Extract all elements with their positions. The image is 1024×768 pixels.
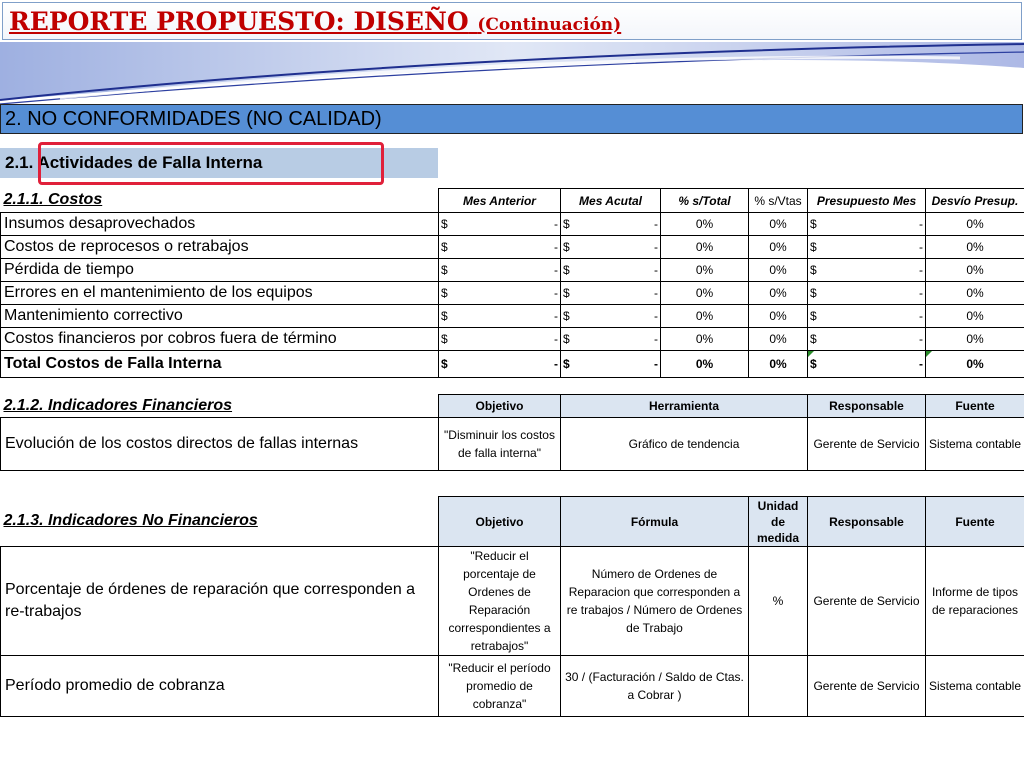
title-text: REPORTE PROPUESTO: DISEÑO	[9, 7, 469, 36]
col-pct-vtas: % s/Vtas	[749, 189, 808, 213]
nofin-row-objetivo: "Reducir el período promedio de cobranza"	[439, 656, 561, 717]
cost-row-label: Costos de reprocesos o retrabajos	[1, 236, 439, 259]
total-desvio: 0%	[926, 351, 1024, 378]
total-pct-total: 0%	[661, 351, 749, 378]
cost-row-desvio: 0%	[926, 305, 1024, 328]
cost-row-prev: $ -	[439, 328, 561, 351]
cost-row-budget: $ -	[808, 328, 926, 351]
cost-row-desvio: 0%	[926, 213, 1024, 236]
nofin-row-label: Período promedio de cobranza	[1, 656, 439, 717]
fin-row-label: Evolución de los costos directos de fallas internas	[1, 418, 439, 471]
cost-row-pct-vtas: 0%	[749, 259, 808, 282]
fin-col-responsable: Responsable	[808, 395, 926, 418]
cost-row-act: $ -	[561, 259, 661, 282]
nofin-col-objetivo: Objetivo	[439, 497, 561, 547]
total-pct-vtas: 0%	[749, 351, 808, 378]
financial-indicators-table	[0, 394, 1024, 471]
costs-title: Costos	[47, 191, 103, 209]
fin-row-objetivo: "Disminuir los costos de falla interna"	[439, 418, 561, 471]
nofin-col-unidad: Unidad de medida	[749, 497, 808, 547]
cost-row-pct-vtas: 0%	[749, 213, 808, 236]
col-desvio: Desvío Presup.	[926, 189, 1024, 213]
cost-row-prev: $ -	[439, 259, 561, 282]
title-bar	[2, 2, 1022, 40]
fin-header-row	[1, 395, 1024, 418]
cost-row-pct-total: 0%	[661, 259, 749, 282]
fin-row-fuente: Sistema contable	[926, 418, 1024, 471]
cost-row-desvio: 0%	[926, 328, 1024, 351]
cost-row-prev: $ -	[439, 213, 561, 236]
nofin-row-formula: 30 / (Facturación / Saldo de Ctas. a Cobrar )	[561, 656, 749, 717]
nofin-row-fuente: Sistema contable	[926, 656, 1024, 717]
col-mes-anterior: Mes Anterior	[439, 189, 561, 213]
total-act: $ -	[561, 351, 661, 378]
cost-row-label: Insumos desaprovechados	[1, 213, 439, 236]
cost-row-label: Costos financieros por cobros fuera de término	[1, 328, 439, 351]
cost-row-pct-total: 0%	[661, 236, 749, 259]
cost-row-budget: $ -	[808, 282, 926, 305]
nofin-subtitle	[1, 497, 439, 547]
col-mes-actual: Mes Acutal	[561, 189, 661, 213]
decorative-swoosh	[0, 38, 1024, 108]
cost-row	[1, 259, 1024, 282]
fin-number: 2.1.2.	[3, 396, 44, 414]
section-header-falla-interna: 2.1. Actividades de Falla Interna	[0, 148, 438, 178]
costs-number: 2.1.1.	[3, 191, 44, 209]
total-label: Total Costos de Falla Interna	[1, 351, 439, 378]
section-header-no-conformidades: 2. NO CONFORMIDADES (NO CALIDAD)	[0, 104, 1023, 134]
highlight-box	[38, 142, 384, 185]
nofin-row-responsable: Gerente de Servicio	[808, 547, 926, 656]
nofin-title: Indicadores No Financieros	[47, 512, 258, 530]
fin-title: Indicadores Financieros	[47, 396, 233, 414]
costs-total-row	[1, 351, 1024, 378]
fin-col-herramienta: Herramienta	[561, 395, 808, 418]
nofin-row-label: Porcentaje de órdenes de reparación que corresponden a re-trabajos	[1, 547, 439, 656]
cost-row-label: Errores en el mantenimiento de los equipos	[1, 282, 439, 305]
nofin-row-unidad	[749, 656, 808, 717]
fin-col-fuente: Fuente	[926, 395, 1024, 418]
cost-row-pct-vtas: 0%	[749, 305, 808, 328]
nofin-row-retrabajos	[1, 547, 1024, 656]
total-prev: $ -	[439, 351, 561, 378]
cost-row	[1, 305, 1024, 328]
nofin-row-responsable: Gerente de Servicio	[808, 656, 926, 717]
nofin-row-formula: Número de Ordenes de Reparacion que corresponden a re trabajos / Número de Ordenes de Trabajo	[561, 547, 749, 656]
nofin-row-objetivo: "Reducir el porcentaje de Ordenes de Reparación correspondientes a retrabajos"	[439, 547, 561, 656]
fin-subtitle	[1, 395, 439, 418]
nofin-col-responsable: Responsable	[808, 497, 926, 547]
col-pct-total: % s/Total	[661, 189, 749, 213]
fin-row-responsable: Gerente de Servicio	[808, 418, 926, 471]
cost-row-pct-total: 0%	[661, 305, 749, 328]
cost-row-act: $ -	[561, 328, 661, 351]
nofin-header-row	[1, 497, 1024, 547]
cost-row-act: $ -	[561, 213, 661, 236]
cost-row-pct-vtas: 0%	[749, 282, 808, 305]
nofin-row-unidad: %	[749, 547, 808, 656]
cost-row	[1, 328, 1024, 351]
cost-row-pct-total: 0%	[661, 213, 749, 236]
cost-row-pct-vtas: 0%	[749, 236, 808, 259]
cost-row-act: $ -	[561, 305, 661, 328]
cost-row-budget: $ -	[808, 213, 926, 236]
cost-row-prev: $ -	[439, 305, 561, 328]
nofin-row-fuente: Informe de tipos de reparaciones	[926, 547, 1024, 656]
cost-row-budget: $ -	[808, 305, 926, 328]
nofin-number: 2.1.3.	[3, 512, 44, 530]
costs-table	[0, 188, 1024, 378]
cost-row	[1, 213, 1024, 236]
col-presupuesto: Presupuesto Mes	[808, 189, 926, 213]
cost-row-act: $ -	[561, 282, 661, 305]
fin-col-objetivo: Objetivo	[439, 395, 561, 418]
cost-row-label: Pérdida de tiempo	[1, 259, 439, 282]
costs-subtitle	[1, 189, 439, 213]
cost-row-pct-vtas: 0%	[749, 328, 808, 351]
fin-row-herramienta: Gráfico de tendencia	[561, 418, 808, 471]
costs-header-row	[1, 189, 1024, 213]
comment-marker	[808, 351, 814, 357]
title-subtitle: (Continuación)	[477, 15, 622, 35]
cost-row-prev: $ -	[439, 236, 561, 259]
cost-row-label: Mantenimiento correctivo	[1, 305, 439, 328]
cost-row-act: $ -	[561, 236, 661, 259]
cost-row-budget: $ -	[808, 259, 926, 282]
cost-row-prev: $ -	[439, 282, 561, 305]
cost-row-desvio: 0%	[926, 236, 1024, 259]
total-budget: $ -	[808, 351, 926, 378]
cost-row-desvio: 0%	[926, 259, 1024, 282]
cost-row	[1, 236, 1024, 259]
cost-row-budget: $ -	[808, 236, 926, 259]
nofin-col-formula: Fórmula	[561, 497, 749, 547]
non-financial-indicators-table	[0, 496, 1024, 717]
fin-row	[1, 418, 1024, 471]
slide-title	[9, 7, 621, 36]
nofin-col-fuente: Fuente	[926, 497, 1024, 547]
cost-row-pct-total: 0%	[661, 328, 749, 351]
nofin-row-cobranza	[1, 656, 1024, 717]
cost-row	[1, 282, 1024, 305]
comment-marker	[926, 351, 932, 357]
cost-row-pct-total: 0%	[661, 282, 749, 305]
cost-row-desvio: 0%	[926, 282, 1024, 305]
